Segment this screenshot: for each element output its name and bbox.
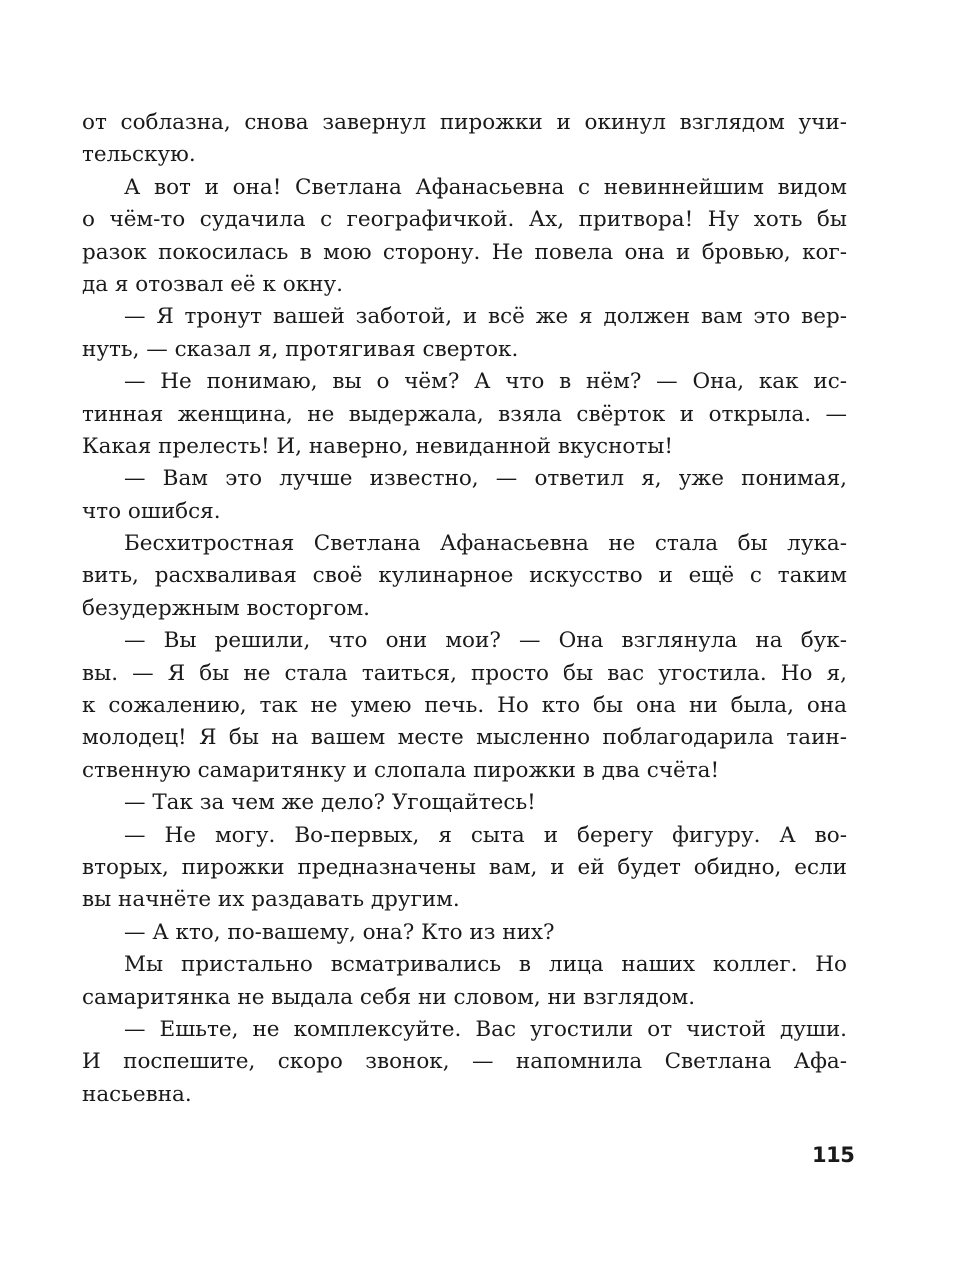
page-number: 115 (812, 1143, 855, 1167)
text-line: самаритянка не выдала себя ни словом, ни взглядом. (82, 984, 696, 1010)
text-line: разок покосилась в мою сторону. Не повела она и бровью, ког- (82, 239, 847, 265)
text-line: да я отозвал её к окну. (82, 271, 343, 297)
text-line: вить, расхваливая своё кулинарное искусство и ещё с таким (82, 563, 847, 589)
text-line: Мы пристально всматривались в лица наших коллег. Но (124, 952, 847, 978)
text-line: — Не могу. Во-первых, я сыта и берегу фигуру. А во- (124, 822, 847, 848)
text-line: вы начнёте их раздавать другим. (82, 887, 460, 913)
text-line: — Ешьте, не комплексуйте. Вас угостили от чистой души. (124, 1016, 847, 1042)
text-line: насьевна. (82, 1081, 192, 1107)
text-line: тинная женщина, не выдержала, взяла свёрток и открыла. — (82, 401, 847, 427)
text-line: — Вам это лучше известно, — ответил я, уже понимая, (124, 466, 847, 492)
text-line: тельскую. (82, 142, 196, 168)
text-line: что ошибся. (82, 498, 221, 524)
text-line: от соблазна, снова завернул пирожки и окинул взглядом учи- (82, 110, 847, 135)
body-text (82, 107, 847, 1111)
text-line: вторых, пирожки предназначены вам, и ей будет обидно, если (82, 854, 847, 880)
text-line: молодец! Я бы на вашем месте мысленно поблагодарила таин- (82, 725, 847, 751)
text-line: к сожалению, так не умею печь. Но кто бы она ни была, она (82, 693, 847, 719)
text-line: И поспешите, скоро звонок, — напомнила Светлана Афа- (82, 1049, 847, 1075)
text-line: Бесхитростная Светлана Афанасьевна не стала бы лука- (124, 531, 847, 557)
text-line: Какая прелесть! И, наверно, невиданной вкусноты! (82, 433, 673, 459)
text-line: безудержным восторгом. (82, 595, 371, 621)
text-line: — Не понимаю, вы о чём? А что в нём? — Она, как ис- (124, 369, 847, 395)
text-line: А вот и она! Светлана Афанасьевна с невиннейшим видом (124, 174, 847, 200)
text-line: — Я тронут вашей заботой, и всё же я должен вам это вер- (124, 304, 847, 330)
text-line: нуть, — сказал я, протягивая сверток. (82, 336, 519, 362)
text-line: — Вы решили, что они мои? — Она взглянула на бук- (124, 628, 847, 654)
text-line: ственную самаритянку и слопала пирожки в два счёта! (82, 757, 720, 783)
text-line: — Так за чем же дело? Угощайтесь! (124, 790, 536, 816)
text-line: вы. — Я бы не стала таиться, просто бы вас угостила. Но я, (82, 660, 847, 686)
text-line: — А кто, по-вашему, она? Кто из них? (124, 919, 555, 945)
text-line: о чём-то судачила с географичкой. Ах, притвора! Ну хоть бы (82, 207, 847, 233)
